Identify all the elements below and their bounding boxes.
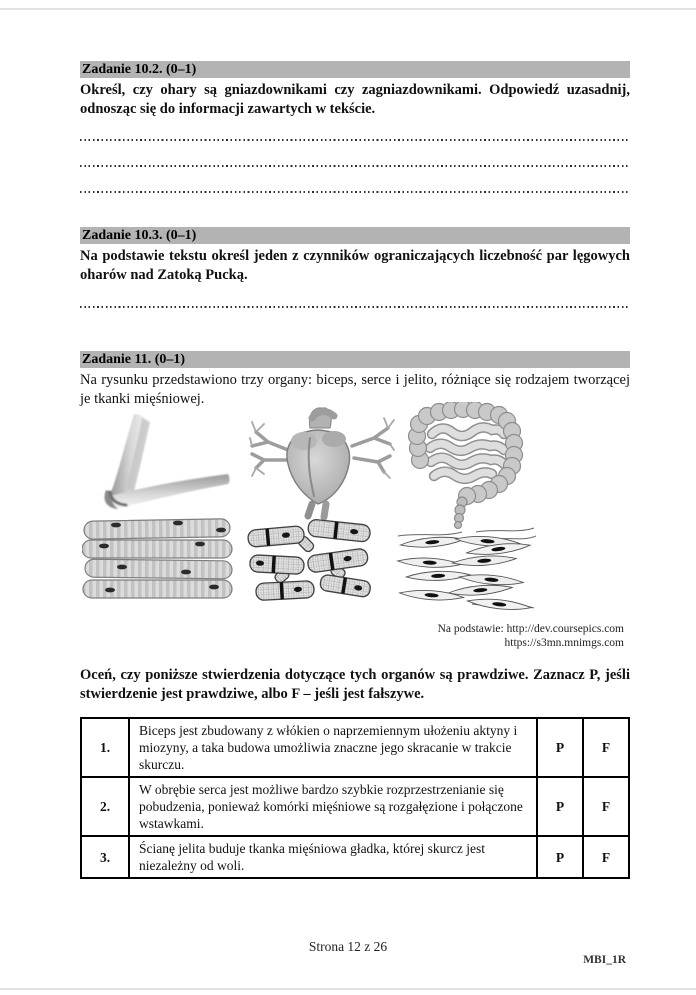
heart-figure	[248, 404, 396, 522]
row-number: 1.	[81, 718, 129, 777]
true-false-table	[80, 717, 630, 879]
bottom-rule	[0, 988, 696, 990]
exam-code: MBI_1R	[583, 954, 626, 966]
answer-line-4[interactable]	[80, 306, 628, 308]
task-11-instruction: Oceń, czy poniższe stwierdzenia dotyczące tych organów są prawdziwe. Zaznacz P, jeśli stwierdzenie jest prawdziwe, albo F – jeśli jest fałszywe.	[80, 667, 630, 702]
task-11-title: Zadanie 11. (0–1)	[82, 352, 186, 367]
answer-line-1[interactable]	[80, 139, 628, 141]
task-10-2-header	[80, 61, 630, 78]
top-rule	[0, 8, 696, 10]
smooth-muscle-tissue-figure	[396, 526, 536, 612]
attribution-line-1: Na podstawie: http://dev.coursepics.com	[437, 623, 624, 635]
table-row	[81, 836, 629, 878]
task-10-3-title: Zadanie 10.3. (0–1)	[82, 228, 197, 243]
task-11-header	[80, 351, 630, 368]
p-option[interactable]: P	[537, 777, 583, 836]
answer-line-2[interactable]	[80, 165, 628, 167]
f-option[interactable]: F	[583, 836, 629, 878]
table-row	[81, 718, 629, 777]
p-option[interactable]: P	[537, 718, 583, 777]
p-option[interactable]: P	[537, 836, 583, 878]
task-11-body: Na rysunku przedstawiono trzy organy: biceps, serce i jelito, różniące się rodzajem tworzącej je tkanki mięśniowej.	[80, 372, 630, 407]
row-number: 3.	[81, 836, 129, 878]
statement-text: W obrębie serca jest możliwe bardzo szybkie rozprzestrzenianie się pobudzenia, ponieważ komórki mięśniowe są rozgałęzione i połączone wstawkami.	[129, 777, 537, 836]
task-10-3-header	[80, 227, 630, 244]
statement-text: Biceps jest zbudowany z włókien o naprzemiennym ułożeniu aktyny i miozyny, a taka budowa umożliwia znaczne jego skracanie w trakcie skurczu.	[129, 718, 537, 777]
statement-text: Ścianę jelita buduje tkanka mięśniowa gładka, której skurcz jest niezależny od woli.	[129, 836, 537, 878]
skeletal-muscle-tissue-figure	[82, 518, 234, 604]
f-option[interactable]: F	[583, 718, 629, 777]
figure-attribution	[438, 622, 624, 650]
answer-line-3[interactable]	[80, 191, 628, 193]
f-option[interactable]: F	[583, 777, 629, 836]
table-row	[81, 777, 629, 836]
task-10-2-title: Zadanie 10.2. (0–1)	[82, 62, 197, 77]
task-10-3-body: Na podstawie tekstu określ jeden z czynników ograniczających liczebność par lęgowych oharów nad Zatoką Pucką.	[80, 248, 630, 283]
biceps-arm-figure	[82, 412, 234, 518]
cardiac-muscle-tissue-figure	[246, 516, 374, 608]
task-10-2-body: Określ, czy ohary są gniazdownikami czy zagniazdownikami. Odpowiedź uzasadnij, odnosząc się do informacji zawartych w tekście.	[80, 82, 630, 117]
page-number: Strona 12 z 26	[308, 939, 388, 954]
row-number: 2.	[81, 777, 129, 836]
intestine-figure	[404, 402, 526, 534]
attribution-line-2: https://s3mn.mnimgs.com	[504, 637, 624, 649]
